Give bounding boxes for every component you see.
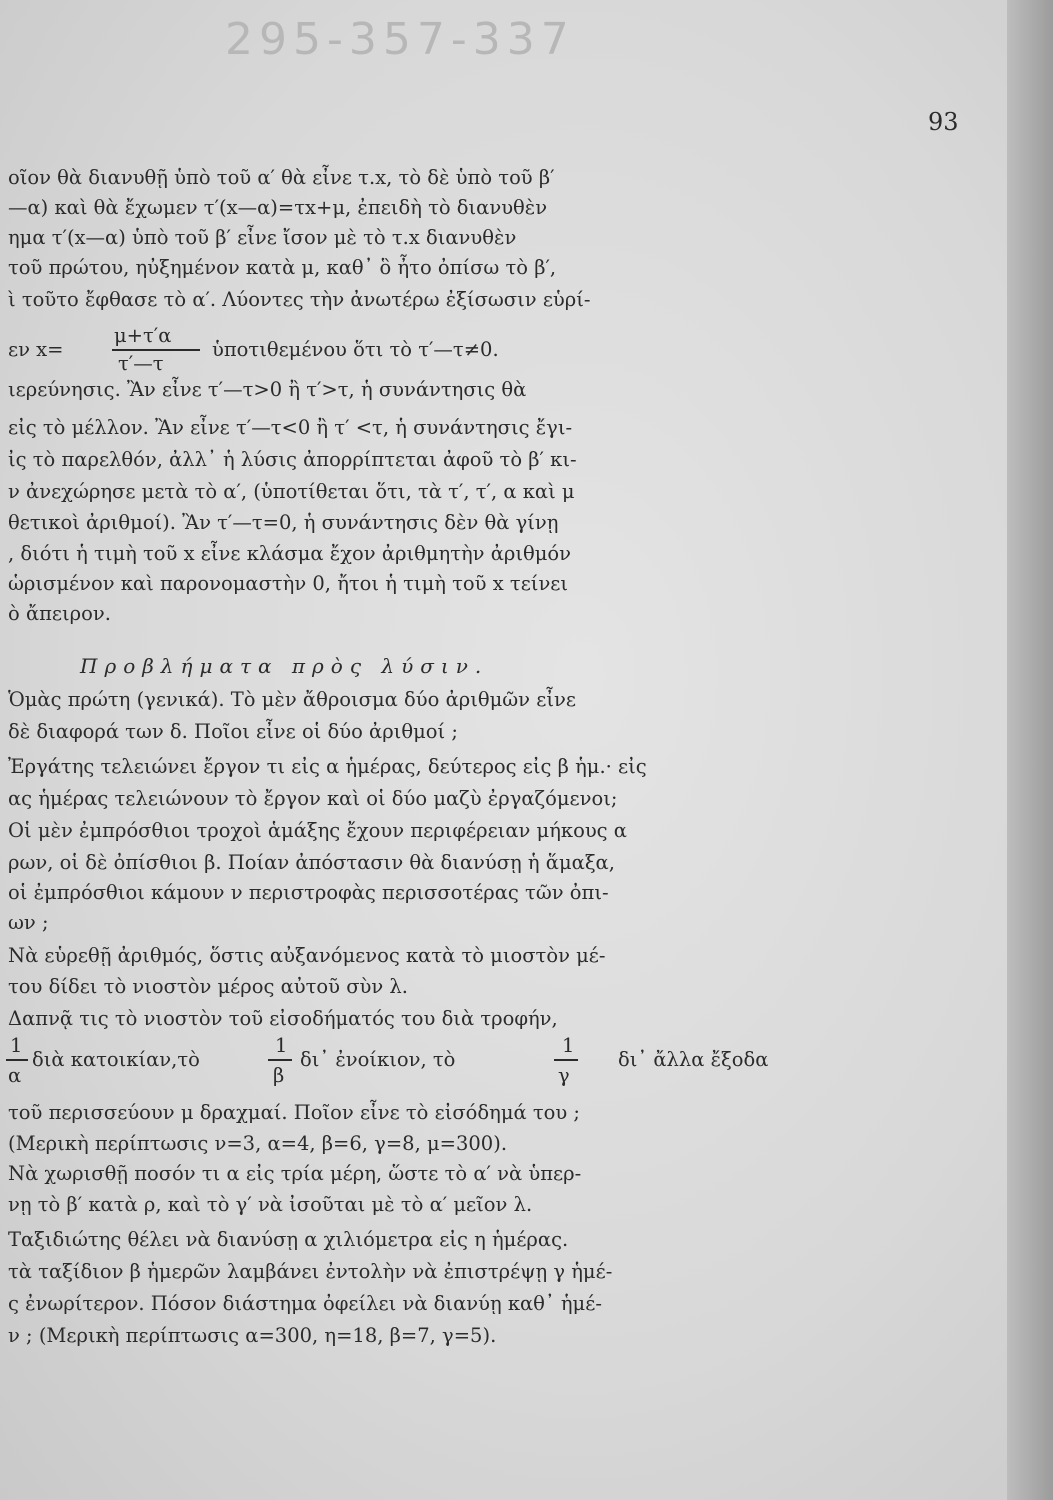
fraction-numerator: 1 xyxy=(275,1034,288,1057)
fraction-numerator: 1 xyxy=(562,1034,575,1057)
problem-line: Οἱ μὲν ἐμπρόσθιοι τροχοὶ ἁμάξης ἔχουν περιφέρειαν μήκους α xyxy=(8,819,627,842)
text-line: ὶ τοῦτο ἔφθασε τὸ α′. Λύοντες τὴν ἀνωτέρω ἐξίσωσιν εὑρί- xyxy=(8,288,591,311)
text-line: ὸ ἄπειρον. xyxy=(8,602,111,625)
fraction-bar xyxy=(112,349,200,351)
text-line: ὡρισμένον καὶ παρονομαστὴν 0, ἤτοι ἡ τιμὴ τοῦ x τείνει xyxy=(8,572,569,595)
problem-line: (Μερικὴ περίπτωσις ν=3, α=4, β=6, γ=8, μ=300). xyxy=(8,1132,508,1155)
page-number: 93 xyxy=(928,108,959,136)
problem-line: οἱ ἐμπρόσθιοι κάμουν ν περιστροφὰς περισσοτέρας τῶν ὀπι- xyxy=(8,881,609,904)
fraction-bar xyxy=(6,1059,28,1061)
section-heading: Προβλήματα πρὸς λύσιν. xyxy=(80,654,489,678)
text-line: εἰς τὸ μέλλον. Ἂν εἶνε τ′—τ<0 ἢ τ′ <τ, ἡ συνάντησις ἔγι- xyxy=(8,416,573,439)
fraction-denominator: τ′—τ xyxy=(118,352,164,375)
fraction-denominator: γ xyxy=(558,1064,570,1087)
fraction-denominator: β xyxy=(273,1064,285,1087)
problem-line: του δίδει τὸ νιοστὸν μέρος αὐτοῦ σὺν λ. xyxy=(8,975,408,998)
problem-line: ς ἐνωρίτερον. Πόσον διάστημα ὀφείλει νὰ διανύῃ καθ᾿ ἡμέ- xyxy=(8,1292,602,1315)
problem-line: Νὰ εὑρεθῇ ἀριθμός, ὅστις αὐξανόμενος κατὰ τὸ μιοστὸν μέ- xyxy=(8,944,606,967)
text-line: ἰς τὸ παρελθόν, ἀλλ᾿ ἡ λύσις ἀπορρίπτεται ἀφοῦ τὸ β′ κι- xyxy=(8,448,577,471)
equation-lhs: εν x= xyxy=(8,338,64,361)
fraction-bar xyxy=(268,1059,292,1061)
text-line: τοῦ πρώτου, ηὐξημένον κατὰ μ, καθ᾿ ὃ ἦτο ὀπίσω τὸ β′, xyxy=(8,256,557,279)
problem-line: Δαπνᾷ τις τὸ νιοστὸν τοῦ εἰσοδήματός του διὰ τροφήν, xyxy=(8,1007,558,1030)
text-line: δι᾿ ἄλλα ἔξοδα xyxy=(618,1048,769,1071)
page-edge-shadow xyxy=(1007,0,1053,1500)
problem-line: Ταξιδιώτης θέλει νὰ διανύσῃ α χιλιόμετρα εἰς η ἡμέρας. xyxy=(8,1228,569,1251)
text-line: οῖον θὰ διανυθῇ ὑπὸ τοῦ α′ θὰ εἶνε τ.x, τὸ δὲ ὑπὸ τοῦ β′ xyxy=(8,166,555,189)
problem-line: τὰ ταξίδιον β ἡμερῶν λαμβάνει ἐντολὴν νὰ ἐπιστρέψῃ γ ἡμέ- xyxy=(8,1260,613,1283)
text-line: ημα τ′(x—α) ὑπὸ τοῦ β′ εἶνε ἴσον μὲ τὸ τ.x διανυθὲν xyxy=(8,226,517,249)
problem-line: ων ; xyxy=(8,911,49,934)
text-line: θετικοὶ ἀριθμοί). Ἂν τ′—τ=0, ἡ συνάντησις δὲν θὰ γίνῃ xyxy=(8,511,559,534)
text-line: ιερεύνησις. Ἂν εἶνε τ′—τ>0 ἢ τ′>τ, ἡ συνάντησις θὰ xyxy=(8,378,527,401)
text-line: διὰ κατοικίαν,τὸ xyxy=(32,1048,200,1071)
problem-line: ν ; (Μερικὴ περίπτωσις α=300, η=18, β=7, γ=5). xyxy=(8,1324,497,1347)
text-line: , διότι ἡ τιμὴ τοῦ x εἶνε κλάσμα ἔχον ἀριθμητὴν ἀριθμόν xyxy=(8,542,572,565)
problem-line: Ὁμὰς πρώτη (γενικά). Τὸ μὲν ἄθροισμα δύο ἀριθμῶν εἶνε xyxy=(8,688,576,711)
problem-line: ρων, οἱ δὲ ὀπίσθιοι β. Ποίαν ἀπόστασιν θὰ διανύσῃ ἡ ἅμαξα, xyxy=(8,851,615,874)
problem-line: δὲ διαφορά των δ. Ποῖοι εἶνε οἱ δύο ἀριθμοί ; xyxy=(8,720,458,743)
fraction-numerator: μ+τ′α xyxy=(114,324,172,347)
fraction-numerator: 1 xyxy=(10,1034,23,1057)
pencil-annotation: 295-357-337 xyxy=(225,14,575,65)
text-line: δι᾿ ἐνοίκιον, τὸ xyxy=(300,1048,456,1071)
fraction-denominator: α xyxy=(8,1064,22,1087)
problem-line: Ἐργάτης τελειώνει ἔργον τι εἰς α ἡμέρας, δεύτερος εἰς β ἡμ.· εἰς xyxy=(8,755,647,778)
problem-line: Νὰ χωρισθῇ ποσόν τι α εἰς τρία μέρη, ὥστε τὸ α′ νὰ ὑπερ- xyxy=(8,1162,582,1185)
problem-line: τοῦ περισσεύουν μ δραχμαί. Ποῖον εἶνε τὸ εἰσόδημά του ; xyxy=(8,1101,581,1124)
text-line: ὑποτιθεμένου ὅτι τὸ τ′—τ≠0. xyxy=(212,338,499,361)
problem-line: ας ἡμέρας τελειώνουν τὸ ἔργον καὶ οἱ δύο μαζὺ ἐργαζόμενοι; xyxy=(8,787,618,810)
fraction-bar xyxy=(554,1059,578,1061)
text-line: —α) καὶ θὰ ἔχωμεν τ′(x—α)=τx+μ, ἐπειδὴ τὸ διανυθὲν xyxy=(8,196,548,219)
problem-line: νῃ τὸ β′ κατὰ ρ, καὶ τὸ γ′ νὰ ἰσοῦται μὲ τὸ α′ μεῖον λ. xyxy=(8,1193,533,1216)
text-line: ν ἀνεχώρησε μετὰ τὸ α′, (ὑποτίθεται ὅτι, τὰ τ′, τ′, α καὶ μ xyxy=(8,480,575,503)
